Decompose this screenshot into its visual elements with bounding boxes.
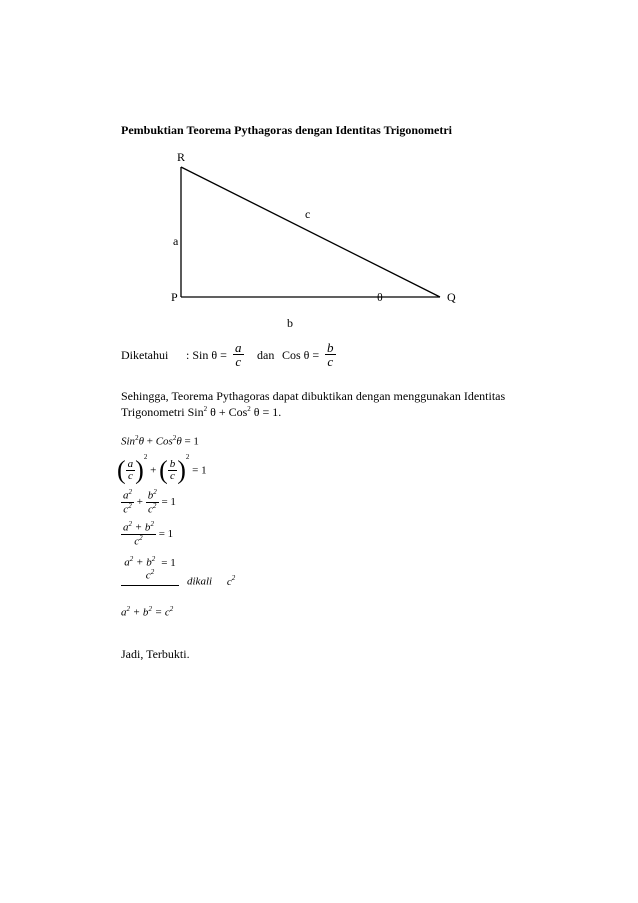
sin-numerator: a xyxy=(235,340,242,355)
s5-dikali: dikali xyxy=(187,575,213,588)
sup-2: 2 xyxy=(148,605,152,613)
sup-2: 2 xyxy=(126,605,130,613)
step-5-rule xyxy=(121,585,179,586)
s5-plus-b: + b xyxy=(133,556,152,569)
s1-sin: Sin xyxy=(121,435,136,448)
s1-cos: Cos xyxy=(155,435,173,448)
known-cos-text: Cos θ = xyxy=(282,348,320,362)
sup-2: 2 xyxy=(185,453,190,461)
page-title: Pembuktian Teorema Pythagoras dengan Identitas Trigonometri xyxy=(121,123,453,137)
step-6 xyxy=(121,605,173,619)
step-2: ( $\frac{a}{c}$ )$^2$ + ( $\frac{b}{c}$ )$^2$ = 1 xyxy=(117,453,207,485)
s3-c1: c xyxy=(123,503,129,516)
para-trig-sin: Trigonometri Sin xyxy=(121,405,204,419)
s5-c: c xyxy=(145,569,151,582)
s6-a: a xyxy=(121,606,127,619)
s2-b: b xyxy=(169,457,176,470)
sup-2: 2 xyxy=(143,453,148,461)
s2-c1: c xyxy=(126,470,136,482)
vertex-p-label: P xyxy=(171,290,178,304)
paragraph-line-1: Sehingga, Teorema Pythagoras dapat dibuktikan dengan menggunakan Identitas xyxy=(121,389,506,403)
sup-2: 2 xyxy=(152,501,157,510)
sin-denominator: c xyxy=(233,354,244,368)
sup-2: 2 xyxy=(128,501,132,510)
s3-b: b xyxy=(147,489,154,502)
cos-numerator: b xyxy=(327,340,334,355)
sin-fraction xyxy=(233,341,244,368)
s1-eq: = 1 xyxy=(184,435,199,448)
cos-denominator: c xyxy=(325,354,336,368)
s1-plus: + xyxy=(146,435,153,448)
known-sin-text: : Sin θ = xyxy=(186,348,227,362)
conclusion: Jadi, Terbukti. xyxy=(121,647,190,661)
s4-plus-b: + b xyxy=(132,521,151,534)
s2-plus: + xyxy=(150,464,157,477)
side-rq xyxy=(181,167,440,297)
sup-2: 2 xyxy=(247,405,251,413)
sup-2: 2 xyxy=(135,434,139,442)
s2-eq: = 1 xyxy=(192,464,207,477)
s3-a: a xyxy=(123,489,129,502)
step-5-dikali xyxy=(187,574,235,588)
side-b-label: b xyxy=(287,316,293,330)
step-1 xyxy=(121,434,199,448)
cos-fraction xyxy=(325,341,336,368)
s5-eq: = 1 xyxy=(161,556,176,569)
sup-2: 2 xyxy=(150,567,155,576)
s4-c: c xyxy=(134,535,140,548)
vertex-q-label: Q xyxy=(447,290,456,304)
sup-2: 2 xyxy=(129,555,134,563)
sup-2: 2 xyxy=(151,555,156,563)
s6-eq-c: = c xyxy=(151,606,170,619)
right-triangle-diagram xyxy=(0,0,638,360)
sup-2: 2 xyxy=(139,533,143,542)
s2-a: a xyxy=(127,457,134,470)
s2-c2: c xyxy=(168,470,178,482)
sup-2: 2 xyxy=(150,520,154,528)
side-c-label: c xyxy=(305,207,311,221)
para-trig-cos: θ + Cos xyxy=(207,405,248,419)
known-conj: dan xyxy=(257,348,275,362)
s1-theta: θ xyxy=(138,435,144,448)
vertex-r-label: R xyxy=(177,150,186,164)
s6-plus-b: + b xyxy=(130,606,149,619)
s5-a: a xyxy=(124,556,130,569)
paragraph-line-2 xyxy=(121,405,281,420)
s5-c-mult: c xyxy=(226,575,232,588)
s3-eq: = 1 xyxy=(161,496,176,509)
side-a-label: a xyxy=(173,234,179,248)
known-label: Diketahui xyxy=(121,348,169,362)
step-5 xyxy=(121,556,179,581)
sup-2: 2 xyxy=(128,520,132,528)
s4-a: a xyxy=(123,521,129,534)
sup-2: 2 xyxy=(169,605,174,613)
sup-2: 2 xyxy=(172,434,177,442)
s1-theta: θ xyxy=(176,435,182,448)
s3-plus: + xyxy=(136,496,143,509)
step-3 xyxy=(121,489,176,515)
s3-c2: c xyxy=(148,503,153,516)
sup-2: 2 xyxy=(153,488,157,496)
sup-2: 2 xyxy=(203,405,208,413)
angle-theta-label: θ xyxy=(377,290,383,304)
sup-2: 2 xyxy=(128,488,132,496)
para-trig-end: θ = 1. xyxy=(250,405,282,419)
sup-2: 2 xyxy=(231,574,236,582)
step-4 xyxy=(121,521,173,547)
s4-eq: = 1 xyxy=(158,528,174,541)
